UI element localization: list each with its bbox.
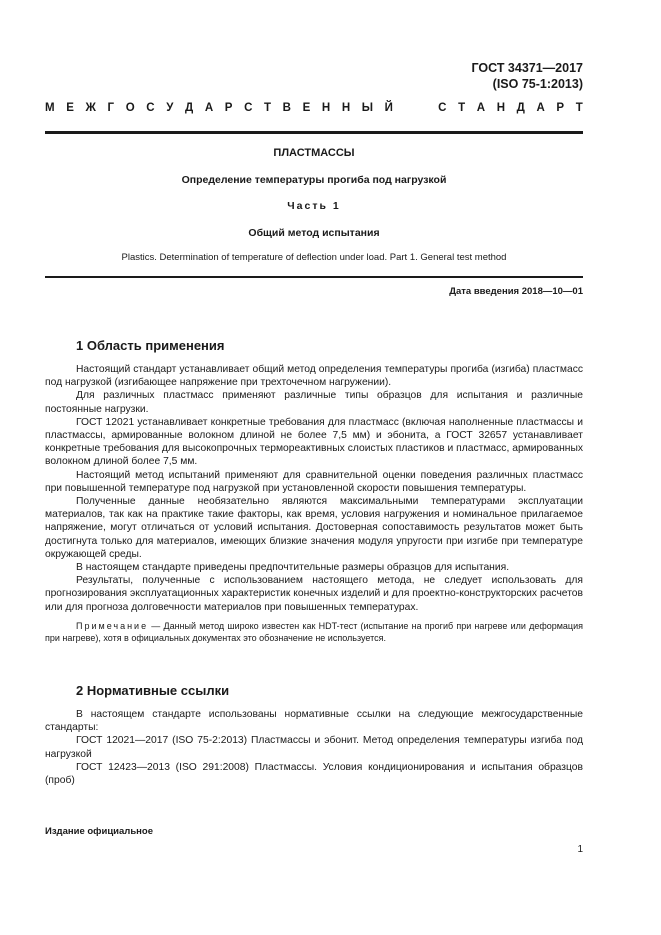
paragraph: ГОСТ 12021 устанавливает конкретные требования для пластмасс (включая наполненные пластмассы и пластмассы, армированные волокном длиной не более 7,5 мм) и эбонита, а ГОСТ 32657 устанавливает конкретные требования для высокопрочных термореактивных слоистых пластиков и пластмасс, армированных волокном длиной более 7,5 мм. bbox=[45, 416, 583, 468]
banner-letter: А bbox=[476, 102, 486, 114]
banner-letter: Т bbox=[575, 102, 583, 114]
banner-letter: А bbox=[536, 102, 545, 114]
section-2-heading: 2 Нормативные ссылки bbox=[76, 683, 230, 698]
official-edition-label: Издание официальное bbox=[45, 826, 153, 837]
banner-letter: В bbox=[282, 102, 291, 114]
paragraph: В настоящем стандарте использованы нормативные ссылки на следующие межгосударственные стандарты: bbox=[45, 709, 583, 734]
document-title: ПЛАСТМАССЫ bbox=[273, 147, 355, 159]
banner-letter: С bbox=[244, 102, 253, 114]
banner-letter: А bbox=[204, 102, 214, 114]
paragraph: В настоящем стандарте приведены предпочтительные размеры образцов для испытания. bbox=[76, 562, 510, 574]
banner-spacer bbox=[405, 102, 427, 114]
header-divider bbox=[45, 131, 583, 134]
reference-item: ГОСТ 12423—2013 (ISO 291:2008) Пластмассы. Условия кондиционирования и испытания образцов (проб) bbox=[45, 761, 583, 787]
document-part-title: Общий метод испытания bbox=[248, 227, 380, 239]
paragraph: Настоящий метод испытаний применяют для сравнительной оценки поведения различных пластмасс при повышенной температуре под нагрузкой при установленной скорости повышения температуры. bbox=[45, 469, 583, 494]
reference-item: ГОСТ 12021—2017 (ISO 75-2:2013) Пластмассы и эбонит. Метод определения температуры изгиба под нагрузкой bbox=[45, 735, 583, 760]
standard-code-iso: (ISO 75-1:2013) bbox=[492, 77, 583, 91]
banner-letter: Д bbox=[185, 102, 194, 114]
english-title: Plastics. Determination of temperature of deflection under load. Part 1. General test method bbox=[121, 252, 507, 263]
banner-letter: С bbox=[438, 102, 447, 114]
standard-code bbox=[471, 60, 583, 92]
note-text: — Данный метод широко известен как HDT-тест (испытание на прогиб при нагреве или деформация при нагреве), хотя в официальных документах это обозначение не используется. bbox=[45, 620, 583, 643]
title-divider bbox=[45, 276, 583, 278]
paragraph: Настоящий стандарт устанавливает общий метод определения температуры прогиба (изгиба) пластмасс под нагрузкой (изгибающее напряжение при трехточечном нагружении). bbox=[45, 364, 583, 389]
standard-code-gost: ГОСТ 34371—2017 bbox=[471, 61, 583, 75]
introduction-date: Дата введения 2018—10—01 bbox=[449, 286, 583, 297]
paragraph: Результаты, полученные с использованием настоящего метода, не следует использовать для прогнозирования эксплуатационных характеристик конечных изделий и для проектно-конструкторских расчетов или для прогноза долговечности материалов при повышенных температурах. bbox=[45, 575, 583, 613]
banner-letter: Т bbox=[264, 102, 272, 114]
section-1-heading: 1 Область применения bbox=[76, 338, 225, 353]
paragraph: Для различных пластмасс применяют различные типы образцов для испытания и различные постоянные нагрузки. bbox=[45, 390, 583, 415]
banner-letter: Н bbox=[341, 102, 351, 114]
banner-letter: Н bbox=[321, 102, 331, 114]
banner-letter: Н bbox=[496, 102, 506, 114]
banner-letter: Й bbox=[384, 102, 393, 114]
banner-letter: С bbox=[146, 102, 155, 114]
note bbox=[45, 620, 583, 644]
section-1-body bbox=[45, 363, 583, 644]
banner-letter: Р bbox=[224, 102, 233, 114]
banner-letter: О bbox=[125, 102, 135, 114]
paragraph: Полученные данные необязательно являются максимальными температурами эксплуатации материалов, так как на практике такие факторы, как время, условия нагружения и номинальное прилагаемое напряжение, могут отличаться от условий испытания. Достоверная сопоставимость результатов может быть достигнута только для материалов, имеющих близкие значения модуля упругости при изгибе при температуре окружающей среды. bbox=[45, 496, 583, 560]
page-number: 1 bbox=[577, 844, 583, 855]
banner-letter: Ж bbox=[85, 102, 96, 114]
interstate-standard-banner bbox=[45, 102, 583, 114]
section-2-body bbox=[45, 708, 583, 787]
banner-letter: Ы bbox=[361, 102, 374, 114]
note-label: Примечание bbox=[76, 620, 149, 631]
banner-letter: Е bbox=[66, 102, 74, 114]
banner-letter: Т bbox=[458, 102, 466, 114]
banner-letter: Д bbox=[516, 102, 525, 114]
banner-letter: У bbox=[166, 102, 174, 114]
banner-letter: Е bbox=[302, 102, 311, 114]
document-part: Часть 1 bbox=[287, 200, 341, 212]
document-subtitle: Определение температуры прогиба под нагрузкой bbox=[181, 174, 447, 186]
banner-letter: Г bbox=[107, 102, 115, 114]
banner-letter: Р bbox=[556, 102, 565, 114]
banner-letter: М bbox=[45, 102, 55, 114]
